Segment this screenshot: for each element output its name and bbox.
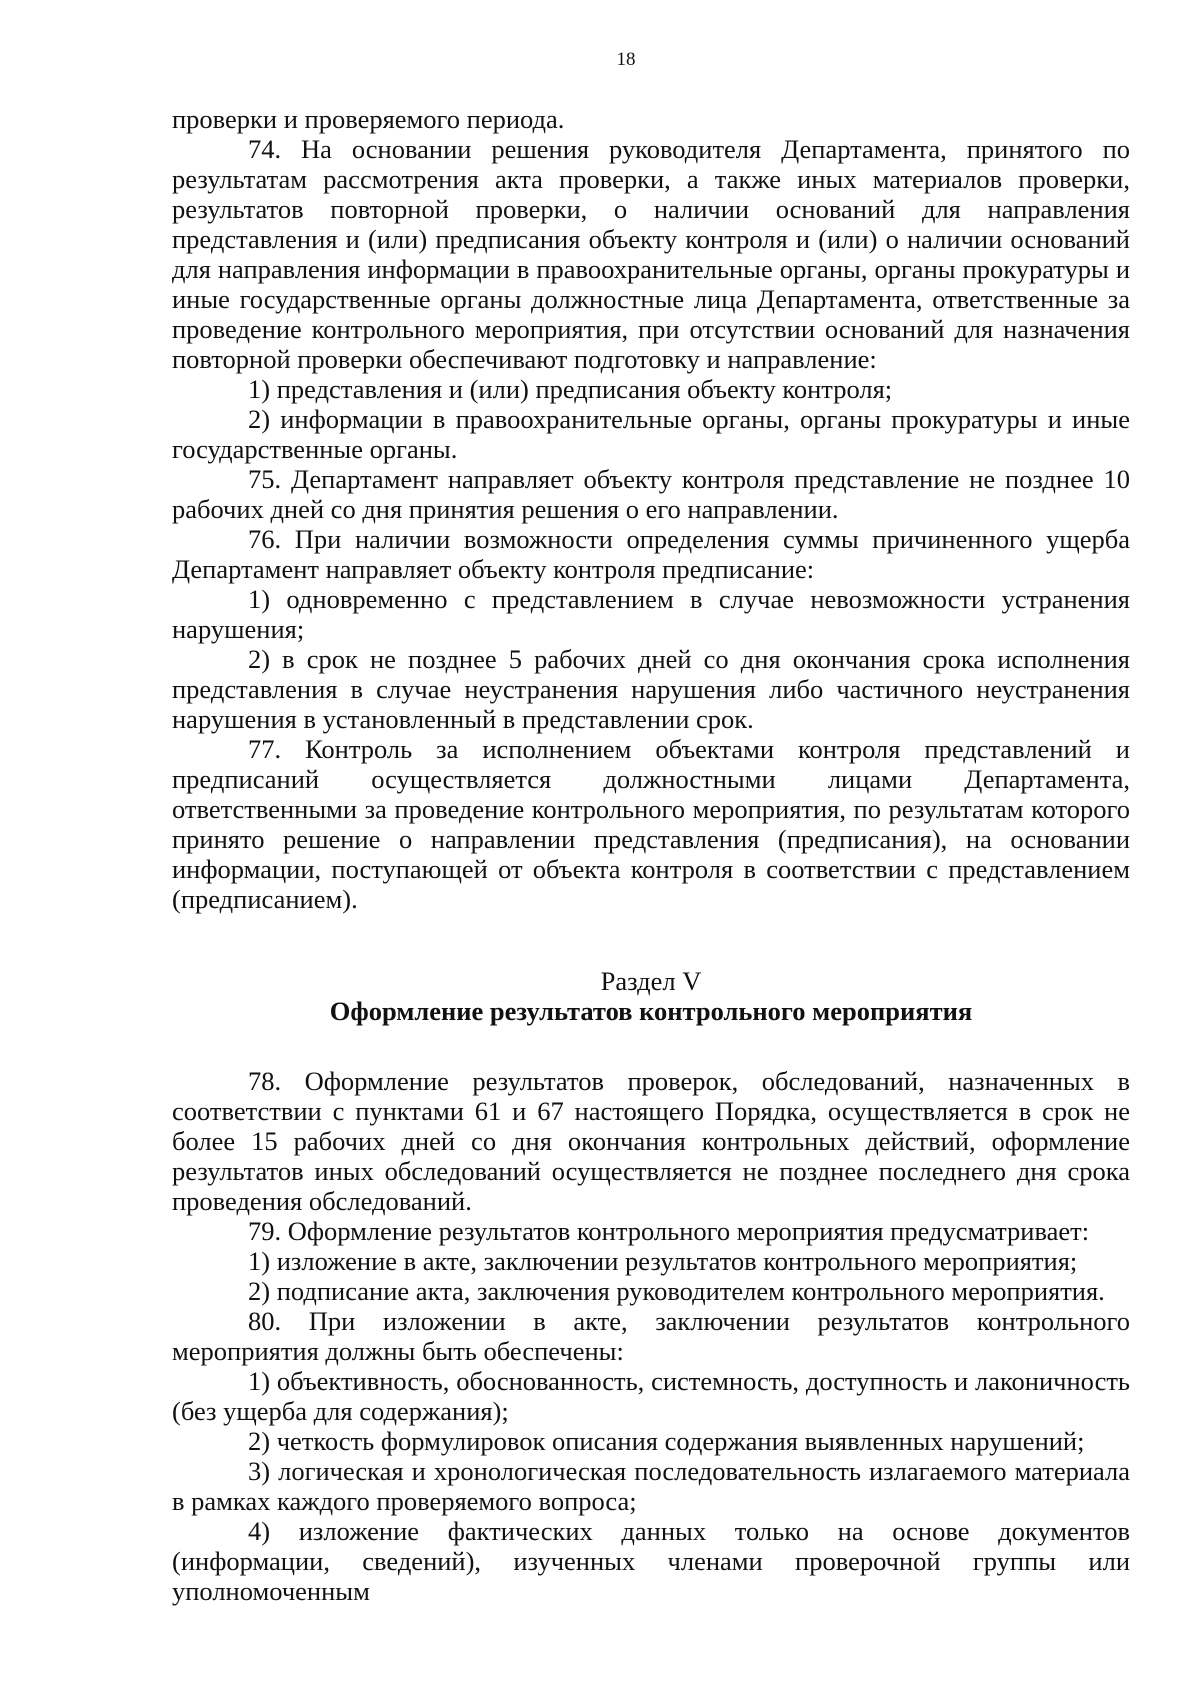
paragraph: 2) подписание акта, заключения руководителем контрольного мероприятия.	[248, 1276, 1105, 1306]
paragraph: 2) информации в правоохранительные органы, органы прокуратуры и иные государственные органы.	[172, 404, 1130, 464]
paragraphs-after-section	[172, 1066, 1130, 1606]
paragraph: 1) представления и (или) предписания объекту контроля;	[248, 374, 893, 404]
paragraph: 1) изложение в акте, заключении результатов контрольного мероприятия;	[248, 1246, 1078, 1276]
paragraph: 75. Департамент направляет объекту контроля представление не позднее 10 рабочих дней со дня принятия решения о его направлении.	[172, 464, 1130, 524]
section-title: Оформление результатов контрольного мероприятия	[329, 996, 973, 1026]
paragraphs-before-section	[172, 104, 1130, 914]
paragraph: проверки и проверяемого периода.	[172, 104, 565, 134]
paragraph: 80. При изложении в акте, заключении результатов контрольного мероприятия должны быть обеспечены:	[172, 1306, 1130, 1366]
paragraph: 78. Оформление результатов проверок, обследований, назначенных в соответствии с пунктами 61 и 67 настоящего Порядка, осуществляется в срок не более 15 рабочих дней со дня окончания контрольных действий, оформление результатов иных обследований осуществляется не позднее последнего дня срока проведения обследований.	[172, 1066, 1130, 1216]
paragraph: 1) одновременно с представлением в случае невозможности устранения нарушения;	[172, 584, 1130, 644]
section-heading	[172, 966, 1130, 1026]
paragraph: 2) в срок не позднее 5 рабочих дней со дня окончания срока исполнения представления в случае неустранения нарушения либо частичного неустранения нарушения в установленный в представлении срок.	[172, 644, 1130, 734]
paragraph: 76. При наличии возможности определения суммы причиненного ущерба Департамент направляет объекту контроля предписание:	[172, 524, 1130, 584]
paragraph: 79. Оформление результатов контрольного мероприятия предусматривает:	[248, 1216, 1090, 1246]
paragraph: 1) объективность, обоснованность, системность, доступность и лаконичность (без ущерба для содержания);	[172, 1366, 1130, 1426]
page-number: 18	[616, 49, 636, 70]
paragraph: 77. Контроль за исполнением объектами контроля представлений и предписаний осуществляется должностными лицами Департамента, ответственными за проведение контрольного мероприятия, по результатам которого принято решение о направлении представления (предписания), на основании информации, поступающей от объекта контроля в соответствии с представлением (предписанием).	[172, 734, 1130, 914]
paragraph: 2) четкость формулировок описания содержания выявленных нарушений;	[248, 1426, 1085, 1456]
paragraph: 3) логическая и хронологическая последовательность излагаемого материала в рамках каждого проверяемого вопроса;	[172, 1456, 1130, 1516]
paragraph: 4) изложение фактических данных только на основе документов (информации, сведений), изученных членами проверочной группы или уполномоченным	[172, 1516, 1130, 1606]
section-label: Раздел V	[600, 966, 702, 996]
paragraph: 74. На основании решения руководителя Департамента, принятого по результатам рассмотрения акта проверки, а также иных материалов проверки, результатов повторной проверки, о наличии оснований для направления представления и (или) предписания объекту контроля и (или) о наличии оснований для направления информации в правоохранительные органы, органы прокуратуры и иные государственные органы должностные лица Департамента, ответственные за проведение контрольного мероприятия, при отсутствии оснований для назначения повторной проверки обеспечивают подготовку и направление:	[172, 134, 1130, 374]
